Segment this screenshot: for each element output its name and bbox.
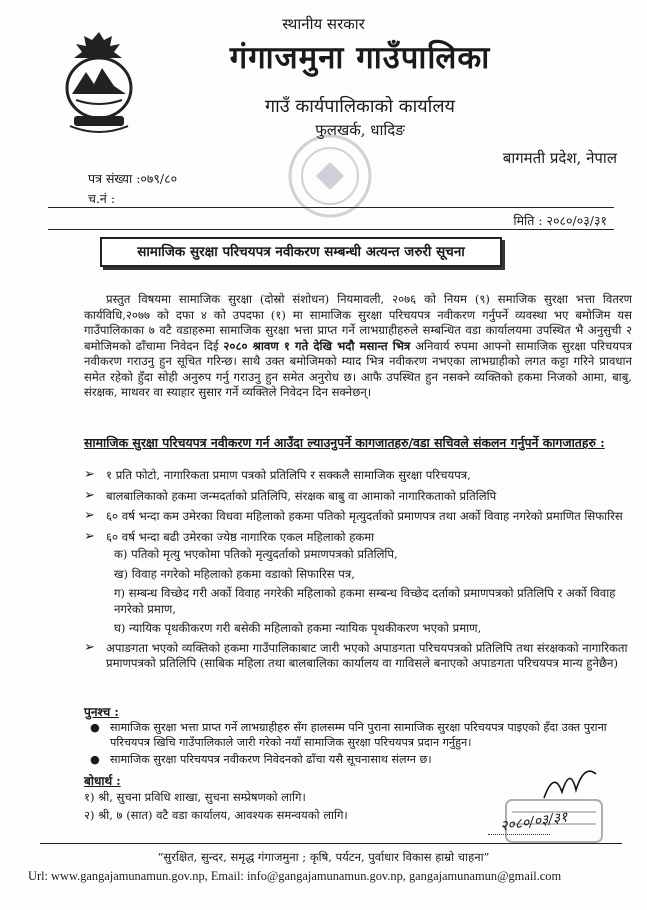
notice-subject: सामाजिक सुरक्षा परिचयपत्र नवीकरण सम्बन्धी अत्यन्त जरुरी सूचना <box>100 237 502 267</box>
signature-line <box>488 834 550 835</box>
sub-list-item: ख) विवाह नगरेको महिलाको हकमा वडाको सिफारिस पत्र, <box>114 566 355 581</box>
sub-list-item: क) पतिको मृत्यु भएकोमा पतिको मृत्युदर्ताको प्रमाणपत्रको प्रतिलिपि, <box>114 547 398 561</box>
bullet-icon: ● <box>90 753 100 766</box>
arrow-bullet-icon: ➢ <box>84 508 95 523</box>
handwritten-signature-icon <box>540 762 600 804</box>
list-item: ➢ बालबालिकाको हकमा जन्मदर्ताको प्रतिलिपि, संरक्षक बाबु वा आमाको नागारिकताको प्रतिलिपि <box>84 487 497 503</box>
list-item: ➢ १ प्रति फोटो, नागारिकता प्रमाण पत्रको प्रतिलिपि र सक्कलै सामाजिक सुरक्षा परिचयपत्र, <box>84 467 471 482</box>
notice-body <box>84 292 632 401</box>
document-date: मिति : २०८०/०३/३१ <box>513 213 607 228</box>
list-item: ➢ ६० वर्ष भन्दा बढी उमेरका ज्येष्ठ नागारिक एकल महिलाको हकमा <box>84 528 375 544</box>
arrow-bullet-icon: ➢ <box>84 528 95 544</box>
body-rest: अनिवार्य रुपमा आफ्नो सामाजिक सुरक्षा परिचयपत्र नवीकरण गराउनु हुन सूचित गरिन्छ। साथै उक्त बमोजिमको म्याद भित्र नवीकरण नभएका लाभग्राहीको लगत कट्टा गरिने प्रावधान समेत रहेको हुँदा सोही अनुरुप गर्नु गराउनु हुन समेत अनुरोध छ। आफै उपस्थित हुन नसक्ने व्यक्तिको हकमा निजको आमा, बाबु, संरक्षक, माथवर वा स्याहार सुसार गर्ने व्यक्तिले निवेदन दिन सक्नेछन्। <box>84 338 632 399</box>
signature-date: २०८०/०३/३१ <box>499 809 569 835</box>
documents-heading: सामाजिक सुरक्षा परिचयपत्र नवीकरण गर्न आउँदा ल्याउनुपर्ने कागजातहरु/वडा सचिवले संकलन गर्नुपर्ने कागजातहरु : <box>84 435 605 450</box>
documents-list <box>84 468 632 677</box>
list-item: ● सामाजिक सुरक्षा परिचयपत्र नवीकरण निवेदनको ढाँचा यसै सूचनासाथ संलग्न छ। <box>90 753 432 766</box>
arrow-bullet-icon: ➢ <box>84 467 95 482</box>
list-item: ➢ अपाङगता भएको व्यक्तिको हकमा गाउँपालिकाबाट जारी भएको अपाङगता परिचयपत्रको प्रतिलिपि तथा संरक्षकको नागारिकता प्रमाणपत्रको प्रतिलिपि (साबिक महिला तथा बालबालिका कार्यालय वा गाविसले बनाएको अपाङगता परिचयपत्र मान्य हुनेछैन) <box>84 639 628 670</box>
arrow-bullet-icon: ➢ <box>84 639 95 655</box>
footer-divider <box>40 843 622 844</box>
header-divider <box>48 207 614 208</box>
deadline-text: २०८० श्रावण १ गते देखि भदौ मसान्त भित्र <box>223 338 411 353</box>
dispatch-number: च.नं : <box>88 191 116 206</box>
sub-list-item: घ) न्यायिक पृथकीकरण गरी बसेकी महिलाको हकमा न्यायिक पृथकीकरण भएको प्रमाण, <box>114 621 482 635</box>
municipality-name: गंगाजमुना गाउँपालिका <box>229 40 491 76</box>
cc-heading: बोधार्थ : <box>84 774 121 788</box>
postscript-heading: पुनश्च : <box>84 705 119 719</box>
cc-list <box>84 788 348 824</box>
list-item: २) श्री, ७ (सात) वटै वडा कार्यालय, आवश्यक समन्वयको लागि। <box>84 808 348 822</box>
arrow-bullet-icon: ➢ <box>84 487 95 503</box>
footer-slogan: “सुरक्षित, सुन्दर, समृद्ध गंगाजमुना ; कृषि, पर्यटन, पुर्वाधार विकास हाम्रो चाहना” <box>157 850 490 864</box>
bullet-icon: ● <box>90 721 100 734</box>
list-item: ➢ ६० वर्ष भन्दा कम उमेरका विधवा महिलाको हकमा पतिको मृत्युदर्ताको प्रमाणपत्र तथा अर्को विवाह नगरेको प्रमाणित सिफारिस <box>84 508 623 523</box>
office-name: गाउँ कार्यपालिकाको कार्यालय <box>265 96 455 117</box>
body-intro: प्रस्तुत विषयमा सामाजिक सुरक्षा (दोस्रो संशोधन) नियमावली, २०७६ को नियम (९) समाजिक सुरक्षा भत्ता वितरण कार्यविधि,२०७७ को दफा ४ को उपदफा (१) मा सामाजिक सुरक्षा परिचयपत्र नवीकरण गर्नुपर्ने व्यवस्था भए बमोजिम यस गाउँपालिकाका ७ वटै वडाहरुमा सामाजिक सुरक्षा भत्ता प्राप्त गर्ने लाभग्राहीहरुले सम्बन्धित वडा कार्यालयमा उपस्थित भै अनुसुची २ बमोजिमको ढाँचामा निवेदन दिई <box>84 292 632 353</box>
government-emblem-logo <box>60 28 138 136</box>
local-government-label: स्थानीय सरकार <box>282 15 365 33</box>
date-divider <box>48 229 614 230</box>
province-label: बागमती प्रदेश, नेपाल <box>502 149 617 167</box>
list-item: ● सामाजिक सुरक्षा भत्ता प्राप्त गर्ने लाभग्राहीहरु सँग हालसम्म पनि पुराना सामाजिक सुरक्षा परिचयपत्र पाइएको हँदा उक्त पुराना परिचयपत्र खिचि गाउँपालिकाले जारी गरेको नयाँ सामाजिक सुरक्षा परिचयपत्र प्रदान गर्नुहुन। <box>90 721 607 749</box>
list-item: १) श्री, सुचना प्रविधि शाखा, सुचना सम्प्रेषणको लागि। <box>84 790 306 804</box>
letter-number: पत्र संख्या :०७९/८० <box>88 171 178 186</box>
sub-list-item: ग) सम्बन्ध विच्छेद गरी अर्को विवाह नगरेकी महिलाको हकमा सम्बन्ध विच्छेद दर्ताको प्रमाणपत्रको प्रतिलिपि र अर्को विवाह नगरेको प्रमाण, <box>114 586 616 616</box>
office-location: फुलखर्क, धादिङ <box>315 121 405 139</box>
footer-contact: Url: www.gangajamunamun.gov.np, Email: info@gangajamunamun.gov.np, gangajamunamun@gmail.com <box>28 869 562 883</box>
